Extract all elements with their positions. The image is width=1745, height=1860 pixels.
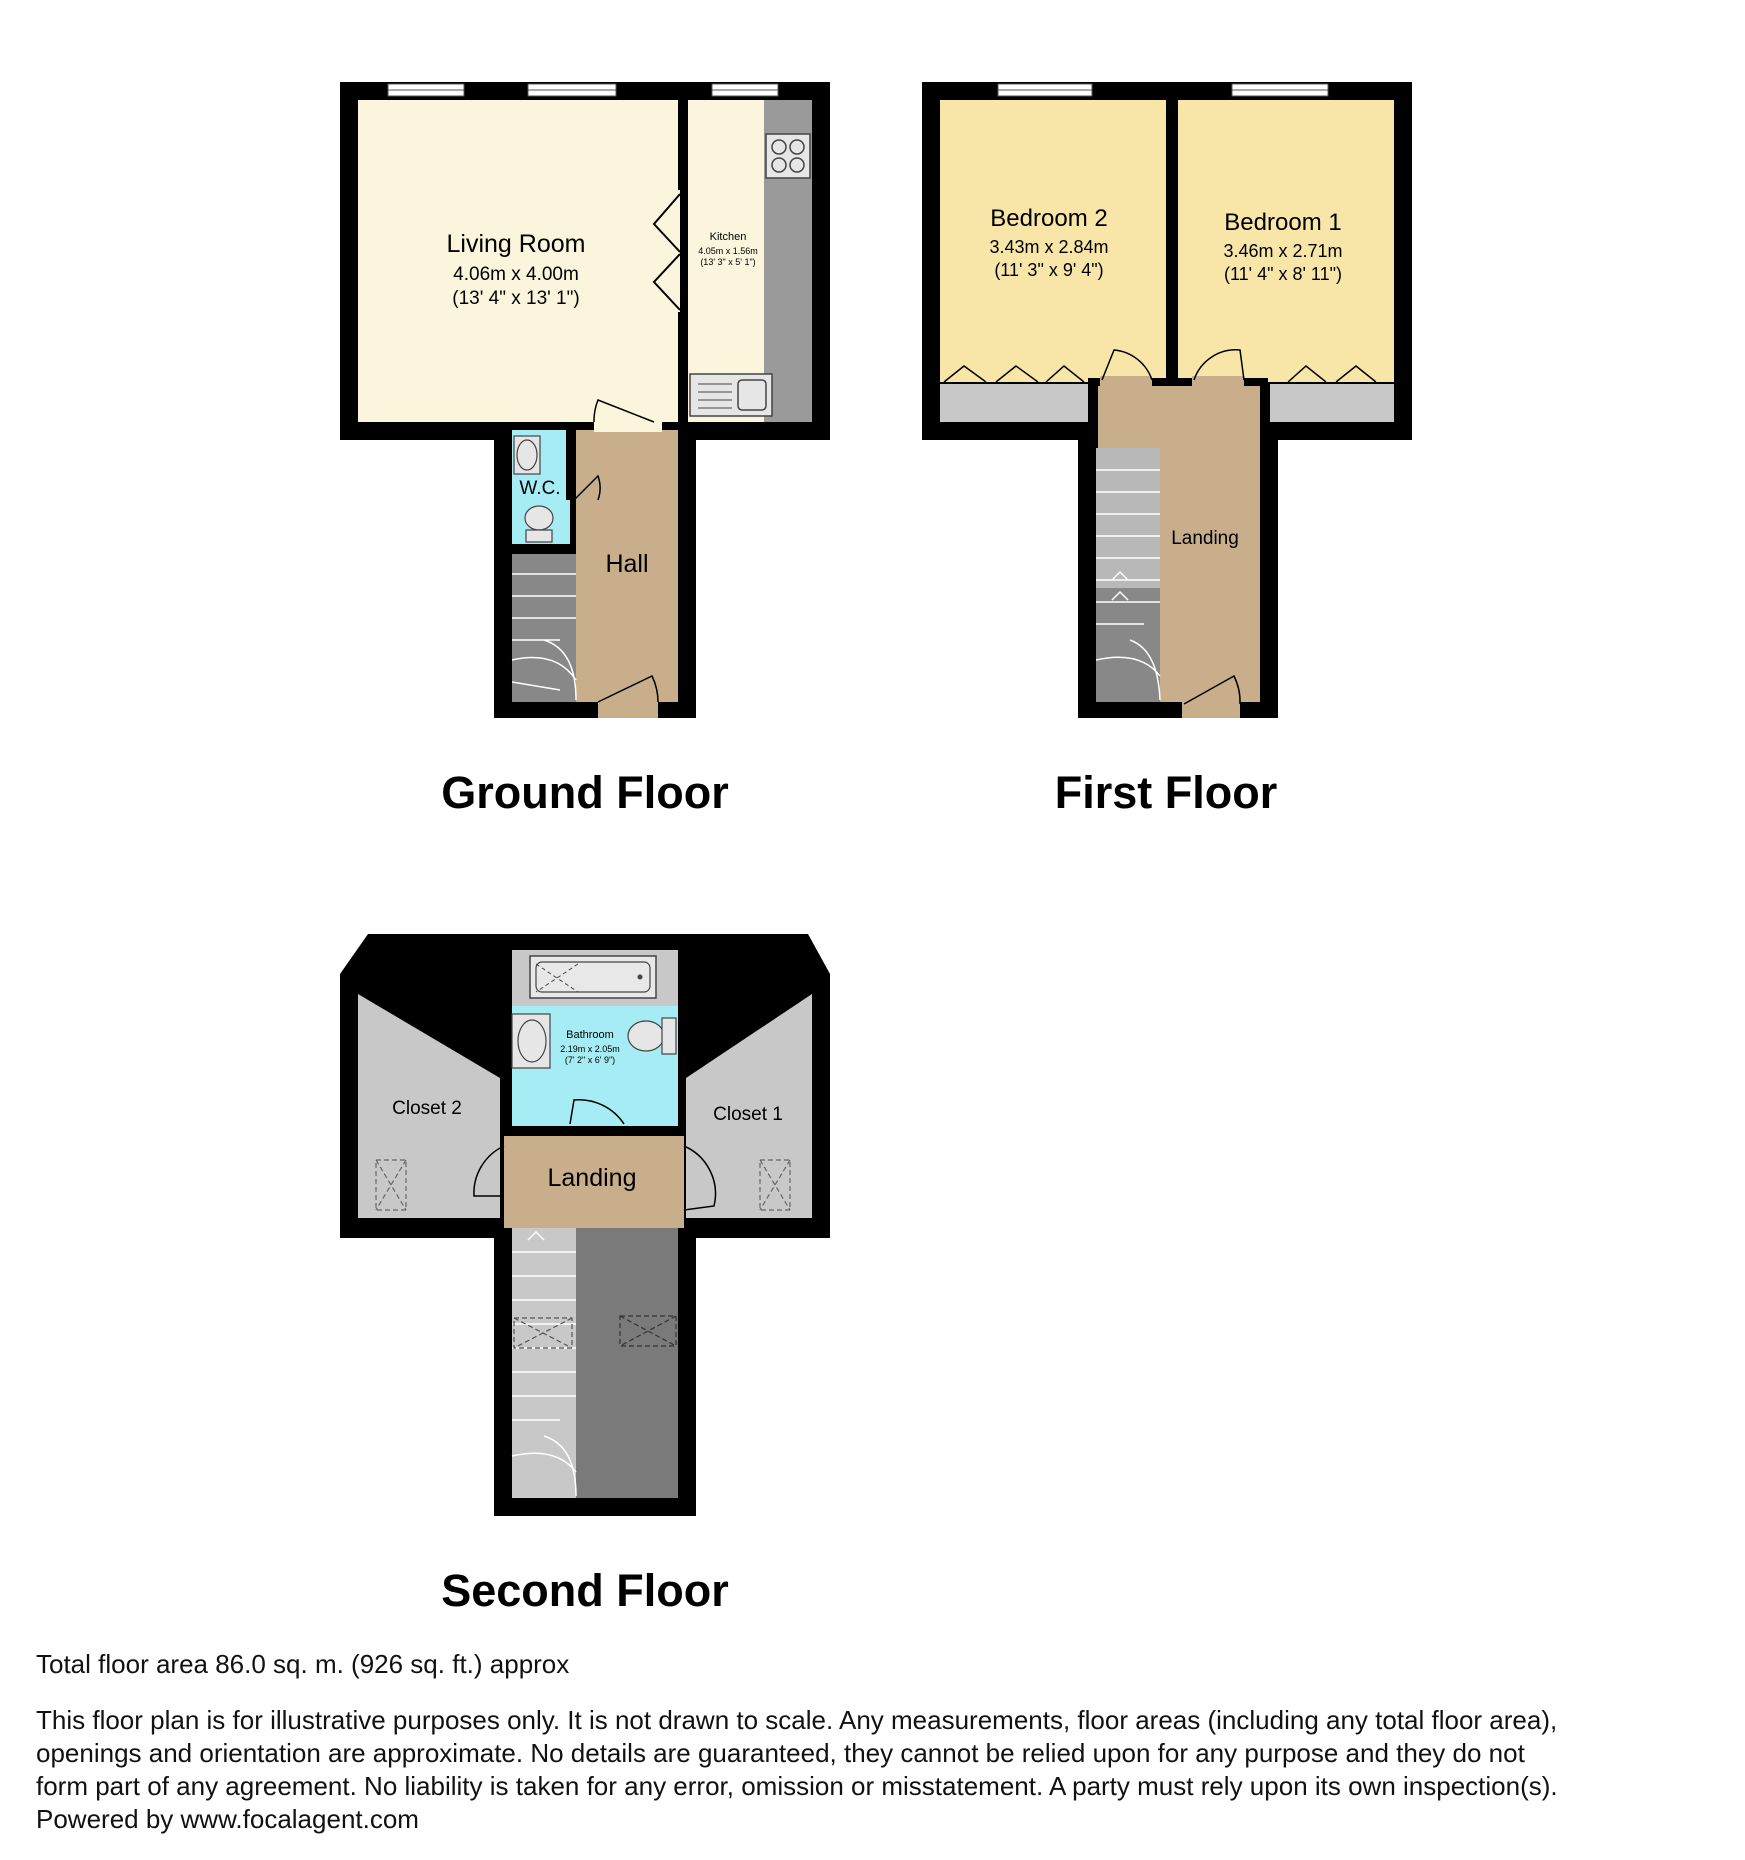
second-floor-plan [340, 934, 830, 1616]
staircase-lower [1096, 588, 1160, 702]
wardrobe-storage [1270, 384, 1394, 422]
living-room-imperial: (13' 4" x 13' 1") [452, 288, 580, 309]
disclaimer [36, 1704, 1716, 1836]
landing-door-opening [1182, 700, 1240, 718]
wardrobe-storage [940, 384, 1088, 422]
bedroom-2-metric: 3.43m x 2.84m [989, 237, 1109, 257]
bedroom-1-imperial: (11' 4" x 8' 11") [1223, 264, 1343, 284]
window [1232, 84, 1328, 96]
hob-icon [766, 134, 810, 178]
toilet-icon [525, 506, 553, 542]
disclaimer-line: form part of any agreement. No liability is taken for any error, omission or misstatement. A party must rely upon its own inspection(s). [36, 1771, 1558, 1801]
window [528, 84, 616, 96]
living-room-name: Living Room [446, 230, 586, 258]
bathroom-metric: 2.19m x 2.05m [560, 1044, 620, 1054]
basin-icon [514, 436, 540, 474]
powered-by-link[interactable]: Powered by www.focalagent.com [36, 1804, 419, 1834]
partition-wall [678, 100, 688, 190]
kitchen-imperial: (13' 3" x 5' 1") [700, 257, 756, 267]
living-room-metric: 4.06m x 4.00m [453, 264, 579, 285]
bathroom-name: Bathroom [566, 1029, 614, 1041]
toilet-icon [628, 1018, 676, 1054]
closet-1-name: Closet 1 [713, 1104, 783, 1125]
closet-2-name: Closet 2 [392, 1098, 462, 1119]
disclaimer-line: This floor plan is for illustrative purposes only. It is not drawn to scale. Any measurements, floor areas (including any total floor area), [36, 1705, 1558, 1735]
kitchen-name: Kitchen [709, 231, 747, 243]
eaves-storage [576, 1228, 678, 1498]
bath-icon [530, 956, 656, 998]
ground-floor-title: Ground Floor [441, 767, 729, 818]
total-floor-area: Total floor area 86.0 sq. m. (926 sq. ft.) approx [36, 1649, 570, 1679]
second-floor-title: Second Floor [441, 1565, 729, 1616]
window [388, 84, 464, 96]
disclaimer-line: openings and orientation are approximate. No details are guaranteed, they cannot be relied upon for any purpose and they do not [36, 1738, 1525, 1768]
window [712, 84, 778, 96]
first-floor-title: First Floor [1054, 767, 1278, 818]
second-landing-name: Landing [547, 1164, 637, 1192]
sink-icon [690, 374, 772, 416]
bedroom-divider-wall [1166, 100, 1178, 384]
doorway [1100, 376, 1152, 388]
hall-name: Hall [605, 550, 649, 578]
bedroom-2-name: Bedroom 2 [990, 205, 1108, 232]
first-landing-name: Landing [1171, 528, 1239, 549]
living-room [358, 100, 680, 422]
basin-icon [512, 1014, 550, 1068]
entrance-opening [598, 700, 658, 718]
first-floor-plan [922, 82, 1412, 818]
doorway [1192, 376, 1244, 388]
staircase [512, 554, 576, 702]
kitchen-metric: 4.05m x 1.56m [698, 246, 758, 256]
wc-wall [566, 430, 576, 500]
landing-wall [504, 1126, 684, 1136]
ground-floor-plan [340, 82, 830, 818]
bedroom-1-name: Bedroom 1 [1224, 209, 1342, 236]
staircase [512, 1228, 576, 1498]
bathroom-imperial: (7' 2" x 6' 9") [564, 1055, 616, 1065]
window [998, 84, 1092, 96]
bedroom-1-metric: 3.46m x 2.71m [1223, 241, 1343, 261]
partition-wall [678, 312, 688, 422]
wc-wall [512, 544, 576, 554]
bedroom-2-imperial: (11' 3" x 9' 4") [994, 260, 1104, 280]
wc-name: W.C. [519, 478, 561, 499]
